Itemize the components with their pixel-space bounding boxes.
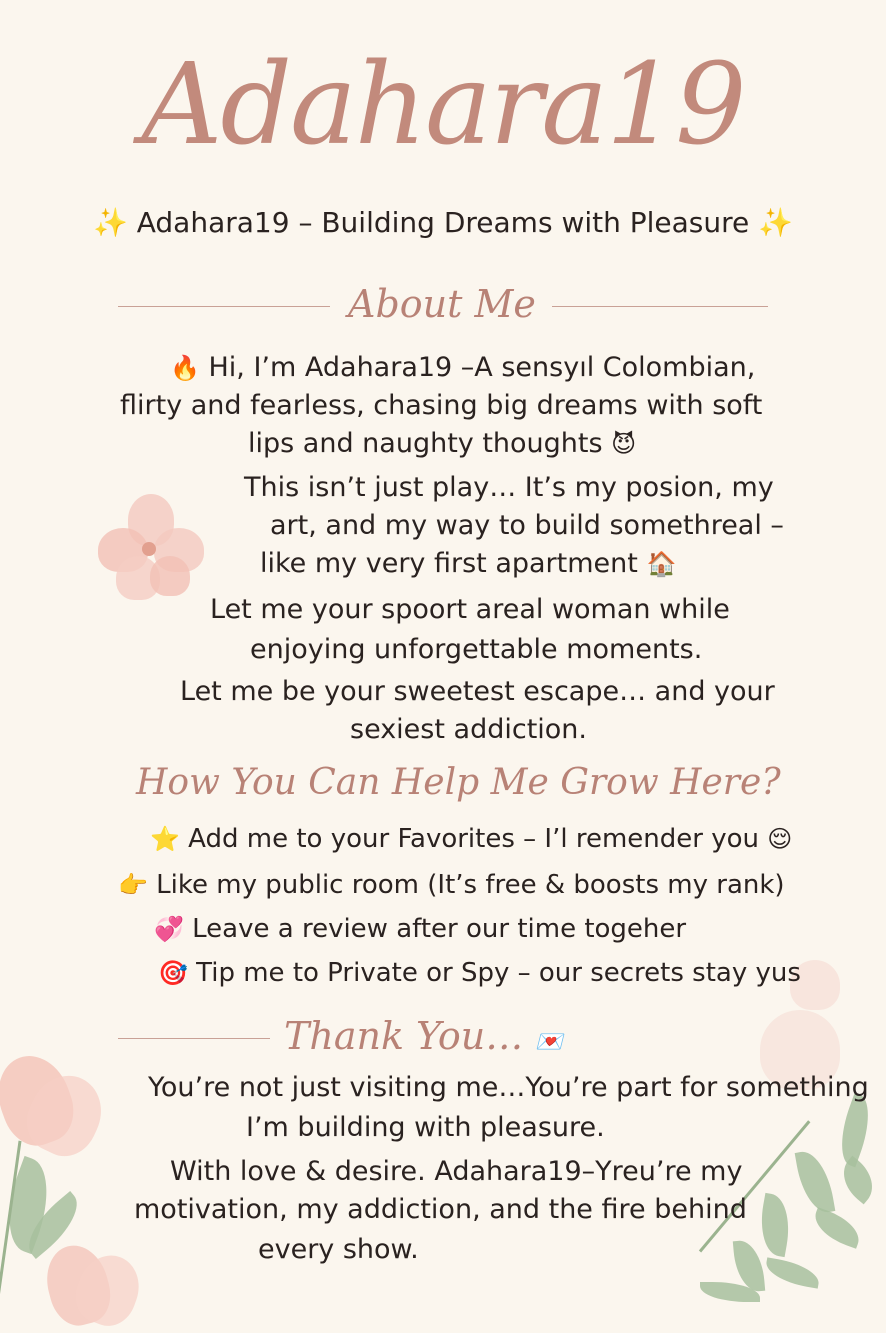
target-icon: 🎯 [158, 959, 188, 987]
about-text: Let me be your sweetest escape… and your [180, 676, 775, 707]
about-text: sexiest addiction. [350, 714, 588, 745]
fire-icon: 🔥 [170, 354, 200, 382]
about-text: This isn’t just play… It’s my posion, my [244, 472, 774, 503]
help-item-text: Tip me to Private or Spy – our secrets stay yus [196, 958, 801, 988]
about-line [248, 428, 636, 459]
about-line [270, 510, 784, 541]
thanks-text: every show. [258, 1234, 419, 1265]
star-icon: ⭐ [150, 825, 180, 853]
about-line [210, 594, 730, 625]
about-text: like my very first apartment [260, 548, 638, 579]
relieved-face-icon: 😌 [767, 825, 793, 853]
about-line [244, 472, 774, 503]
flower-decoration-bottom-left [0, 1035, 110, 1155]
sparkle-icon: ✨ [758, 206, 794, 239]
subtitle [0, 206, 886, 239]
about-line [250, 634, 702, 665]
thanks-line [258, 1234, 419, 1265]
thanks-line [170, 1156, 742, 1187]
about-text: art, and my way to build somethreal – [270, 510, 784, 541]
thanks-text: You’re not just visiting me…You’re part for something [148, 1072, 869, 1103]
house-icon: 🏠 [646, 550, 677, 578]
thanks-text: With love & desire. Adahara19–Yreu’re my [170, 1156, 743, 1187]
about-line [120, 390, 762, 421]
help-item [118, 870, 785, 900]
thanks-text: I’m building with pleasure. [246, 1112, 605, 1143]
divider-left [118, 306, 330, 307]
help-item-text: Like my public room (It’s free & boosts my rank) [156, 870, 785, 900]
help-heading: How You Can Help Me Grow Here? [136, 762, 781, 803]
thanks-line [148, 1072, 869, 1103]
help-item [154, 914, 686, 944]
thanks-line [246, 1112, 605, 1143]
thanks-heading [284, 1014, 563, 1058]
thanks-text: motivation, my addiction, and the fire behind [134, 1194, 747, 1225]
help-item-text: Leave a review after our time togeher [192, 914, 687, 944]
help-item [158, 958, 801, 988]
flower-decoration-left [98, 494, 204, 600]
about-line [260, 548, 676, 579]
help-item [150, 824, 792, 854]
about-text: flirty and fearless, chasing big dreams with soft [120, 390, 763, 421]
thanks-heading-text: Thank You… [284, 1014, 524, 1058]
sparkle-icon: ✨ [92, 206, 128, 239]
devil-smile-icon: 😈 [611, 430, 637, 458]
page-title: Adahara19 [141, 40, 745, 170]
subtitle-text: Adahara19 – Building Dreams with Pleasure [136, 206, 750, 239]
about-line [180, 676, 775, 707]
about-text: Let me your spoort areal woman while [210, 594, 730, 625]
pointing-hand-icon: 👉 [118, 871, 148, 899]
divider-left [118, 1038, 270, 1039]
hearts-icon: 💞 [154, 915, 184, 943]
about-text: Hi, I’m Adahara19 –A sensyıl Colombian, [208, 352, 756, 383]
help-item-text: Add me to your Favorites – I’l remender you [188, 824, 759, 854]
divider-right [552, 306, 768, 307]
love-letter-icon: 💌 [535, 1030, 563, 1055]
about-heading: About Me [348, 282, 536, 326]
about-line [170, 352, 755, 383]
about-text: lips and naughty thoughts [248, 428, 603, 459]
about-line [350, 714, 587, 745]
about-text: enjoying unforgettable moments. [250, 634, 703, 665]
thanks-line [134, 1194, 747, 1225]
flower-decoration-bottom-left-2 [38, 1235, 148, 1325]
